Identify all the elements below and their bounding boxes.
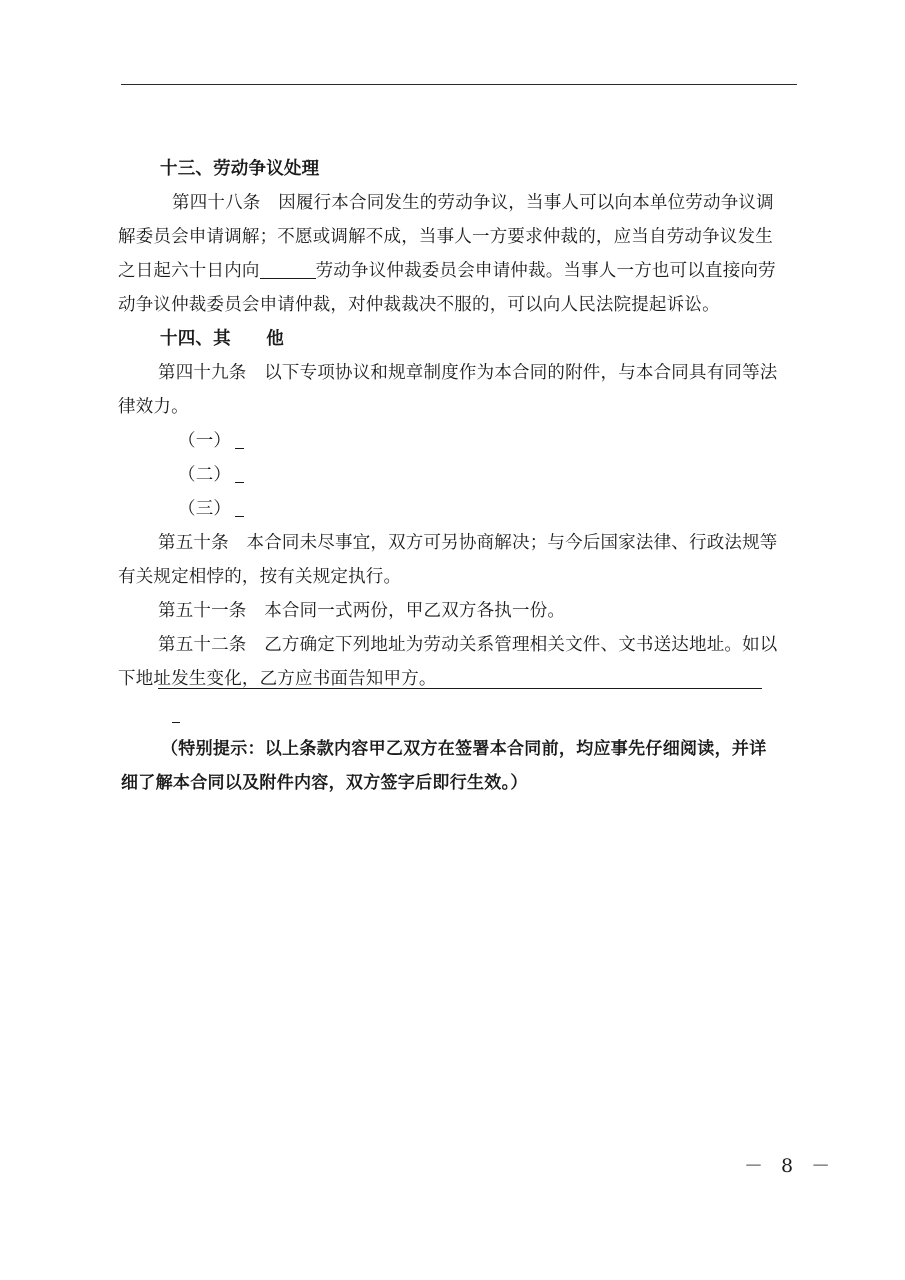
article-51 bbox=[158, 594, 803, 628]
attachment-item: （三） bbox=[158, 492, 803, 526]
address-blank-mark bbox=[172, 704, 180, 723]
special-notice-line-1: （特别提示：以上条款内容甲乙双方在签署本合同前，均应事先仔细阅读，并详 bbox=[161, 739, 767, 759]
attachment-item: （一） bbox=[158, 424, 803, 458]
attachment-blank bbox=[235, 498, 244, 517]
article-48 bbox=[118, 186, 803, 322]
article-49 bbox=[118, 356, 803, 424]
article-48-line-3-end: 劳动争议仲裁委员会申请仲裁。当事人一方也可以直接向劳 bbox=[315, 261, 776, 281]
article-50-line-1: 第五十条 本合同未尽事宜，双方可另协商解决；与今后国家法律、行政法规等 bbox=[158, 533, 778, 553]
section-14-heading: 十四、其 他 bbox=[160, 329, 284, 349]
article-48-line-3 bbox=[118, 254, 803, 288]
article-51-line-1: 第五十一条 本合同一式两份，甲乙双方各执一份。 bbox=[158, 601, 566, 621]
article-52-line-1: 第五十二条 乙方确定下列地址为劳动关系管理相关文件、文书送达地址。如以 bbox=[158, 635, 778, 655]
special-notice-line-2: 细了解本合同以及附件内容，双方签字后即行生效。） bbox=[121, 773, 528, 793]
attachment-blank bbox=[235, 430, 244, 449]
header-rule bbox=[121, 84, 797, 85]
contract-body bbox=[118, 152, 803, 696]
article-52 bbox=[118, 628, 803, 696]
article-50-line-2: 有关规定相悖的，按有关规定执行。 bbox=[118, 567, 402, 587]
special-notice bbox=[121, 732, 801, 800]
section-13-heading: 十三、劳动争议处理 bbox=[160, 159, 320, 179]
attachment-blank bbox=[235, 464, 244, 483]
address-line bbox=[158, 688, 762, 689]
attachment-item: （二） bbox=[158, 458, 803, 492]
article-49-line-1: 第四十九条 以下专项协议和规章制度作为本合同的附件，与本合同具有同等法 bbox=[158, 363, 778, 383]
article-48-line-4: 动争议仲裁委员会申请仲裁，对仲裁裁决不服的，可以向人民法院提起诉讼。 bbox=[118, 295, 720, 315]
article-48-line-3-start: 之日起六十日内向 bbox=[118, 261, 260, 281]
article-48-line-2: 解委员会申请调解；不愿或调解不成，当事人一方要求仲裁的，应当自劳动争议发生 bbox=[118, 227, 773, 247]
arbitration-committee-blank bbox=[260, 260, 316, 279]
article-52-line-2: 下地址发生变化，乙方应书面告知甲方。 bbox=[118, 669, 437, 689]
article-49-line-2: 律效力。 bbox=[118, 397, 189, 417]
article-48-line-1: 第四十八条 因履行本合同发生的劳动争议，当事人可以向本单位劳动争议调 bbox=[172, 193, 774, 213]
page-number: － 8 － bbox=[744, 1155, 837, 1177]
article-50 bbox=[118, 526, 803, 594]
